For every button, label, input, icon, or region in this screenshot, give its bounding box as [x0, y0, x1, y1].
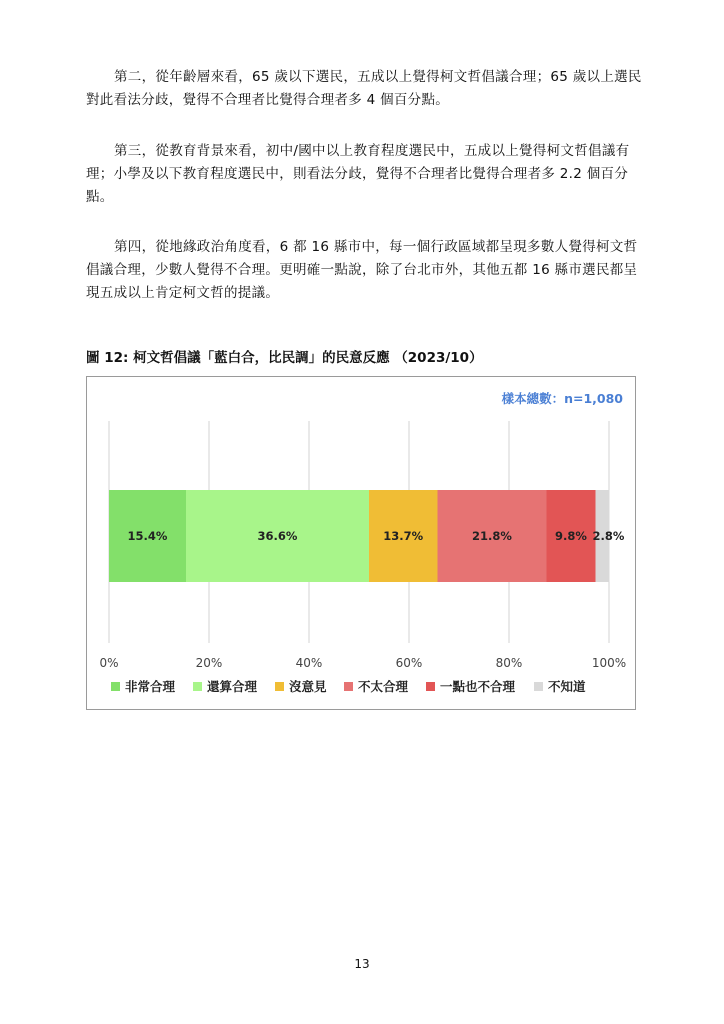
x-tick-label: 100% — [591, 656, 627, 670]
legend-swatch — [275, 682, 284, 691]
data-label: 2.8% — [592, 529, 625, 543]
paragraph-region: 第四，從地緣政治角度看，6 都 16 縣市中，每一個行政區域都呈現多數人覺得柯文哲倡議合理，少數人覺得不合理。更明確一點說，除了台北市外，其他五都 16 縣市選民都呈現五成以上肯定柯文哲的提議。 — [86, 239, 638, 301]
figure-title: 圖 12: 柯文哲倡議「藍白合，比民調」的民意反應 （2023/10） — [86, 350, 483, 366]
paragraph-education: 第三，從教育背景來看，初中/國中以上教育程度選民中，五成以上覺得柯文哲倡議有理；小學及以下教育程度選民中，則看法分歧，覺得不合理者比覺得合理者多 2.2 個百分點。 — [86, 143, 630, 205]
page-number: 13 — [354, 957, 370, 971]
legend-swatch — [426, 682, 435, 691]
data-label: 21.8% — [472, 529, 512, 543]
legend-swatch — [344, 682, 353, 691]
x-tick-label: 20% — [195, 656, 223, 670]
stacked-bar-chart — [87, 377, 635, 709]
legend-label: 不知道 — [548, 679, 586, 694]
sample-size-label: 樣本總數：n=1,080 — [501, 391, 623, 406]
legend-swatch — [534, 682, 543, 691]
data-label: 36.6% — [257, 529, 298, 543]
x-tick-label: 80% — [495, 656, 523, 670]
paragraph-age: 第二，從年齡層來看，65 歲以下選民，五成以上覺得柯文哲倡議合理；65 歲以上選民對此看法分歧，覺得不合理者比覺得合理者多 4 個百分點。 — [86, 69, 642, 108]
legend-swatch — [193, 682, 202, 691]
x-tick-label: 0% — [99, 656, 119, 670]
legend-label: 還算合理 — [207, 679, 258, 694]
legend-label: 非常合理 — [125, 679, 176, 694]
data-label: 13.7% — [383, 529, 424, 543]
data-label: 9.8% — [555, 529, 587, 543]
legend-swatch — [111, 682, 120, 691]
legend-label: 一點也不合理 — [440, 679, 516, 694]
legend-label: 沒意見 — [289, 679, 327, 694]
data-label: 15.4% — [127, 529, 168, 543]
legend-label: 不太合理 — [358, 679, 409, 694]
x-tick-label: 60% — [395, 656, 423, 670]
chart-container — [86, 376, 636, 710]
x-tick-label: 40% — [295, 656, 323, 670]
